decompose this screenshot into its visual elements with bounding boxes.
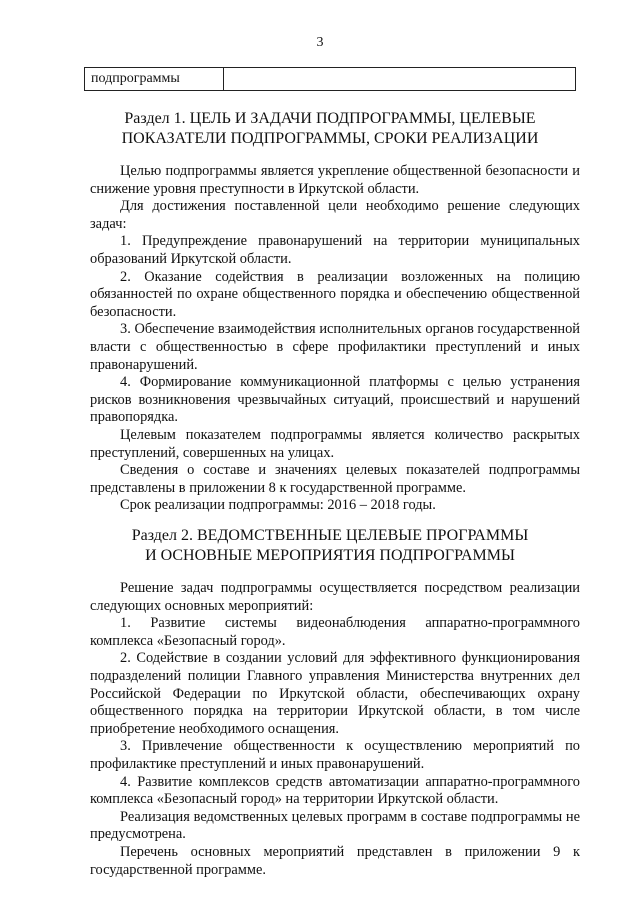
paragraph: 3. Обеспечение взаимодействия исполнительных органов государственной власти с общественностью в сфере профилактики преступлений и иных правонарушений.: [90, 321, 580, 373]
paragraph: 1. Развитие системы видеонаблюдения аппаратно-программного комплекса «Безопасный город».: [90, 615, 580, 649]
paragraph: Решение задач подпрограммы осуществляется посредством реализации следующих основных мероприятий:: [90, 580, 580, 614]
paragraph: Перечень основных мероприятий представлен в приложении 9 к государственной программе.: [90, 843, 580, 878]
paragraph: Целью подпрограммы является укрепление общественной безопасности и снижение уровня преступности в Иркутской области.: [90, 163, 580, 197]
section-1-heading-line-2: ПОКАЗАТЕЛИ ПОДПРОГРАММЫ, СРОКИ РЕАЛИЗАЦИИ: [121, 130, 539, 147]
continuation-table: [84, 67, 576, 91]
section-2-heading: [84, 526, 576, 566]
paragraph: 2. Оказание содействия в реализации возложенных на полицию обязанностей по охране общественного порядка и обеспечению общественной безопасности.: [90, 268, 580, 320]
paragraph: 3. Привлечение общественности к осуществлению мероприятий по профилактике преступлений и иных правонарушений.: [90, 738, 580, 772]
page-number: 3: [316, 35, 324, 50]
paragraph: Сведения о составе и значениях целевых показателей подпрограммы представлены в приложении 8 к государственной программе.: [90, 462, 580, 496]
section-1-heading-line-1: Раздел 1. ЦЕЛЬ И ЗАДАЧИ ПОДПРОГРАММЫ, ЦЕЛЕВЫЕ: [124, 110, 536, 127]
section-1-heading: [84, 109, 576, 149]
section-2-heading-line-2: И ОСНОВНЫЕ МЕРОПРИЯТИЯ ПОДПРОГРАММЫ: [145, 547, 515, 564]
section-2-body: [90, 580, 580, 879]
paragraph: Срок реализации подпрограммы: 2016 – 2018 годы.: [120, 497, 436, 514]
paragraph: Для достижения поставленной цели необходимо решение следующих задач:: [90, 198, 580, 232]
paragraph: Целевым показателем подпрограммы является количество раскрытых преступлений, совершенных на улицах.: [90, 426, 580, 461]
table-row: [85, 68, 576, 91]
paragraph: 4. Формирование коммуникационной платформы с целью устранения рисков возникновения чрезвычайных ситуаций, происшествий и нарушений правопорядка.: [90, 374, 580, 426]
paragraph: 1. Предупреждение правонарушений на территории муниципальных образований Иркутской области.: [90, 233, 580, 267]
section-1-body: [90, 163, 580, 515]
table-cell-label: подпрограммы: [85, 68, 224, 91]
paragraph: Реализация ведомственных целевых программ в составе подпрограммы не предусмотрена.: [90, 808, 580, 843]
paragraph: 4. Развитие комплексов средств автоматизации аппаратно-программного комплекса «Безопасный город» на территории Иркутской области.: [90, 773, 580, 808]
table-cell-value: [224, 68, 576, 91]
section-2-heading-line-1: Раздел 2. ВЕДОМСТВЕННЫЕ ЦЕЛЕВЫЕ ПРОГРАММЫ: [131, 527, 529, 544]
paragraph: 2. Содействие в создании условий для эффективного функционирования подразделений полиции Главного управления Министерства внутренних дел Российской Федерации по Иркутской области, обеспечивающих охрану общественного порядка на территории Иркутской области, в том числе приобретение необходимого оснащения.: [90, 650, 580, 737]
